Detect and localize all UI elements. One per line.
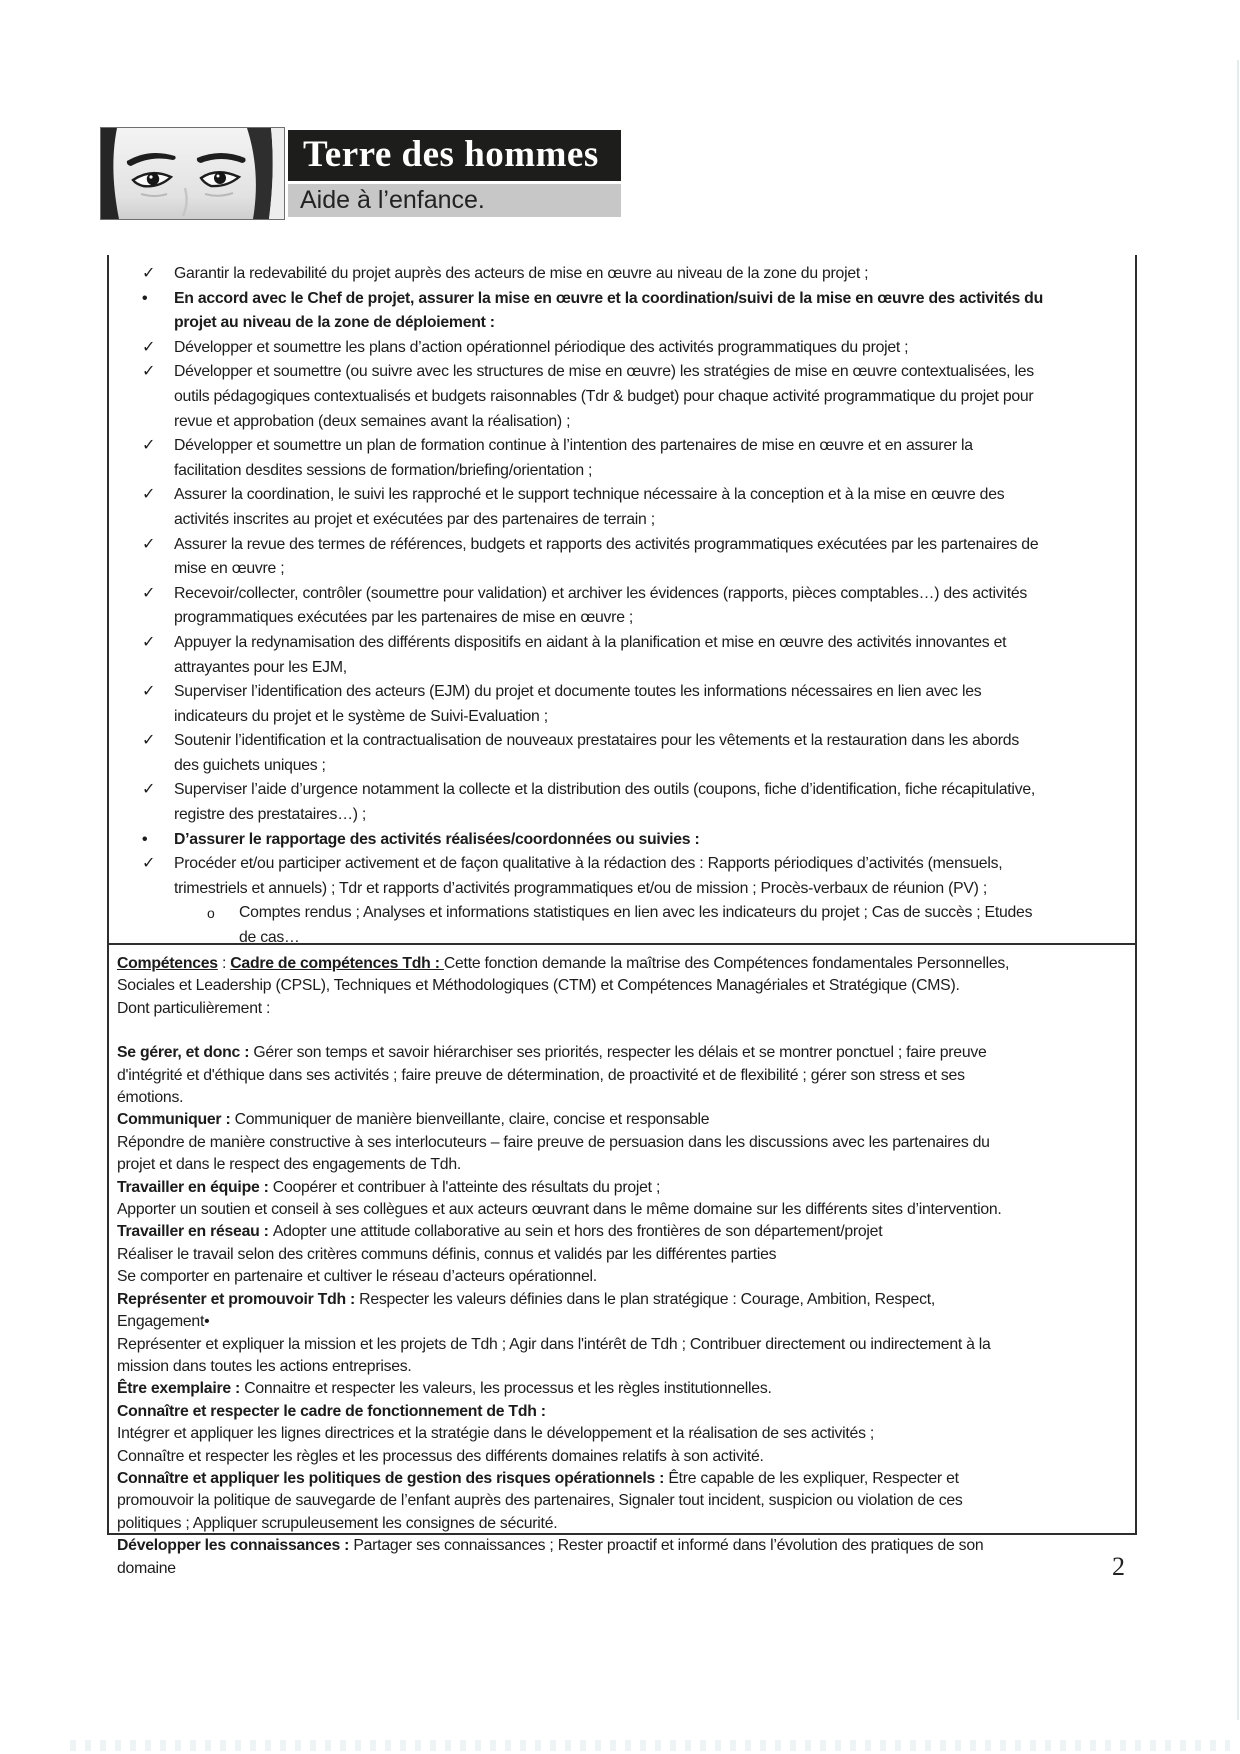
list-item-text: Développer et soumettre les plans d’action opérationnel périodique des activités programmatiques du projet ;	[174, 338, 909, 356]
paragraph-segment: Être capable de les expliquer, Respecter et promouvoir la politique de sauvegarde de l’enfant auprès des partenaires, Signaler tout incident, suspicion ou violation de ces politiques ; Appliquer scrupuleusement les consignes de sécurité.	[117, 1469, 963, 1532]
list-item	[109, 336, 1135, 361]
paragraph-segment: Représenter et promouvoir Tdh :	[117, 1290, 360, 1308]
list-item-text: Recevoir/collecter, contrôler (soumettre pour validation) et archiver les évidences (rapports, pièces comptables…) des activités programmatiques exécutées par les partenaires de mise en œuvre ;	[174, 584, 1028, 627]
list-item	[109, 483, 1135, 532]
paragraph-segment: Coopérer et contribuer à l'atteinte des résultats du projet ;	[272, 1178, 661, 1196]
list-item	[109, 631, 1135, 680]
check-icon: ✓	[142, 584, 155, 602]
paragraph-segment: Travailler en équipe :	[117, 1178, 273, 1196]
list-item	[109, 262, 1135, 287]
paragraph-segment: Dont particulièrement :	[117, 999, 271, 1017]
paragraph	[117, 1535, 1023, 1580]
circle-icon: o	[207, 905, 215, 922]
list-item-text: Comptes rendus ; Analyses et informations statistiques en lien avec les indicateurs du projet ; Cas de succès ; Etudes de cas…	[239, 904, 1033, 947]
paragraph-segment: Représenter et expliquer la mission et les projets de Tdh ; Agir dans l'intérêt de Tdh ; Contribuer directement ou indirectement à la mission dans toutes les actions entreprises.	[117, 1335, 991, 1375]
list-item	[109, 852, 1135, 901]
paragraph	[117, 1244, 1023, 1266]
paragraph-segment: Communiquer de manière bienveillante, claire, concise et responsable	[234, 1111, 710, 1129]
paragraph-segment: Respecter les valeurs définies dans le plan stratégique : Courage, Ambition, Respect, Engagement•	[117, 1290, 936, 1331]
list-item-text: Superviser l’aide d’urgence notamment la collecte et la distribution des outils (coupons, fiche d’identification, fiche récapitulative, registre des prestataires…) ;	[174, 781, 1036, 824]
paragraph	[117, 1221, 1023, 1243]
check-icon: ✓	[142, 535, 155, 553]
list-item-text: Superviser l’identification des acteurs (EJM) du projet et documente toutes les informations nécessaires en lien avec les indicateurs du projet et le système de Suivi-Evaluation ;	[174, 683, 982, 725]
paragraph-segment: Connaître et appliquer les politiques de gestion des risques opérationnels :	[117, 1469, 669, 1487]
paragraph-segment: Se gérer, et donc :	[117, 1044, 254, 1062]
paragraph	[117, 1266, 1023, 1288]
competences-section	[109, 943, 1135, 1577]
paragraph-segment: Adopter une attitude collaborative au sein et hors des frontières de son département/projet	[272, 1223, 883, 1241]
paragraph	[117, 1401, 1023, 1423]
list-item-text: Assurer la coordination, le suivi les rapproché et le support technique nécessaire à la conception et à la mise en œuvre des activités inscrites au projet et exécutées par des partenaires de terrain ;	[174, 486, 1005, 528]
paragraph	[117, 1423, 1023, 1445]
list-item-text: Développer et soumettre (ou suivre avec les structures de mise en œuvre) les stratégies de mise en œuvre contextualisées, les outils pédagogiques contextualisés et budgets raisonnables (Tdr & budget) pour chaque activité programmatique du projet pour revue et approbation (deux semaines avant la réalisation) ;	[174, 363, 1034, 430]
paragraph	[117, 1334, 1023, 1379]
check-icon: ✓	[142, 363, 155, 381]
paragraph-segment: Intégrer et appliquer les lignes directrices et la stratégie dans le développement et la réalisation de ses activités ;	[117, 1425, 875, 1443]
brand-title: Terre des hommes	[288, 130, 621, 181]
list-item	[109, 778, 1135, 827]
paragraph	[117, 1378, 1023, 1400]
paragraph-segment: Connaitre et respecter les valeurs, les processus et les règles institutionnelles.	[244, 1380, 772, 1398]
list-item-text: Développer et soumettre un plan de formation continue à l’intention des partenaires de mise en œuvre et en assurer la facilitation desdites sessions de formation/briefing/orientation ;	[174, 437, 973, 479]
paragraph-segment: :	[217, 955, 231, 972]
paragraph-spacer	[117, 1020, 1023, 1042]
paragraph-segment: Apporter un soutien et conseil à ses collègues et aux acteurs œuvrant dans le même domaine sur les différents sites d’intervention.	[117, 1201, 1002, 1219]
paragraph-segment: Répondre de manière constructive à ses interlocuteurs – faire preuve de persuasion dans les discussions avec les partenaires du projet et dans le respect des engagements de Tdh.	[117, 1133, 990, 1174]
paragraph	[117, 1289, 1023, 1334]
check-icon: ✓	[142, 338, 155, 356]
list-item	[109, 582, 1135, 631]
paragraph-segment: Travailler en réseau :	[117, 1223, 273, 1241]
tdh-eyes-photo	[100, 127, 285, 220]
paragraph	[117, 1468, 1023, 1535]
list-item	[109, 901, 1135, 950]
paragraph-segment: Partager ses connaissances ; Rester proactif et informé dans l’évolution des pratiques de son domaine	[117, 1537, 984, 1577]
paragraph	[117, 953, 1023, 998]
paragraph-segment: Se comporter en partenaire et cultiver le réseau d’acteurs opérationnel.	[117, 1268, 597, 1286]
check-icon: ✓	[142, 732, 155, 750]
list-item	[109, 533, 1135, 582]
list-item	[109, 729, 1135, 778]
paragraph	[117, 1109, 1023, 1131]
list-item	[109, 680, 1135, 729]
list-item	[109, 828, 1135, 853]
check-icon: ✓	[142, 633, 155, 651]
list-item-text: Soutenir l’identification et la contractualisation de nouveaux prestataires pour les vêtements et la restauration dans les abords des guichets uniques ;	[174, 732, 1019, 774]
list-item	[109, 287, 1135, 336]
bullet-icon: •	[142, 289, 148, 307]
bullet-icon: •	[142, 830, 148, 848]
list-item-text: D’assurer le rapportage des activités réalisées/coordonnées ou suivies :	[174, 830, 700, 848]
list-item-text: Assurer la revue des termes de références, budgets et rapports des activités programmatiques exécutées par les partenaires de mise en œuvre ;	[174, 535, 1039, 578]
scan-edge-artifact	[1237, 60, 1239, 1720]
paragraph	[117, 998, 1023, 1020]
check-icon: ✓	[142, 265, 155, 282]
paragraph-segment: Compétences	[117, 955, 218, 972]
list-item-text: En accord avec le Chef de projet, assurer la mise en œuvre et la coordination/suivi de la mise en œuvre des activités du projet au niveau de la zone de déploiement :	[174, 289, 1043, 332]
check-icon: ✓	[142, 437, 155, 455]
paragraph-segment: Développer les connaissances :	[117, 1537, 354, 1555]
paragraph-segment: Connaître et respecter le cadre de fonctionnement de Tdh :	[117, 1402, 546, 1420]
list-item-text: Procéder et/ou participer activement et de façon qualitative à la rédaction des : Rapports périodiques d’activités (mensuels, trimestriels et annuels) ; Tdr et rapports d’activités programmatiques et/ou de mission ; Procès-verbaux de réunion (PV) ;	[174, 855, 1003, 897]
list-item	[109, 360, 1135, 434]
paragraph	[117, 1199, 1023, 1221]
brand-tagline: Aide à l’enfance.	[288, 184, 621, 217]
list-item	[109, 434, 1135, 483]
paragraph	[117, 1177, 1023, 1199]
paragraph-segment: Cadre de compétences Tdh :	[230, 955, 444, 972]
content-table	[107, 255, 1137, 1577]
responsibilities-section	[109, 255, 1135, 947]
paragraph-segment: Connaître et respecter les règles et les processus des différents domaines relatifs à son activité.	[117, 1447, 764, 1465]
paragraph	[117, 1042, 1023, 1109]
list-item-text: Garantir la redevabilité du projet auprès des acteurs de mise en œuvre au niveau de la zone du projet ;	[174, 265, 869, 282]
check-icon: ✓	[142, 683, 155, 701]
paragraph-segment: Réaliser le travail selon des critères communs définis, connus et validés par les différentes parties	[117, 1245, 777, 1263]
check-icon: ✓	[142, 855, 155, 873]
check-icon: ✓	[142, 486, 155, 504]
list-item-text: Appuyer la redynamisation des différents dispositifs en aidant à la planification et mise en œuvre des activités innovantes et attrayantes pour les EJM,	[174, 633, 1007, 676]
eyes-icon	[101, 128, 284, 219]
scan-bottom-artifact	[70, 1740, 1230, 1751]
paragraph	[117, 1446, 1023, 1468]
paragraph	[117, 1132, 1023, 1177]
paragraph-segment: Gérer son temps et savoir hiérarchiser ses priorités, respecter les délais et se montrer ponctuel ; faire preuve d'intégrité et d'éthique dans ses activités ; faire preuve de détermination, de proactivité et de flexibilité ; gérer son stress et ses émotions.	[117, 1044, 987, 1107]
paragraph-segment: Être exemplaire :	[117, 1380, 245, 1398]
paragraph-segment: Communiquer :	[117, 1111, 235, 1129]
check-icon: ✓	[142, 781, 155, 799]
page-number: 2	[1112, 1552, 1125, 1581]
paragraph-segment: Cette fonction demande la maîtrise des Compétences fondamentales Personnelles, Sociales et Leadership (CPSL), Techniques et Méthodologiques (CTM) et Compétences Managériales et Stratégique (CMS).	[117, 955, 1010, 995]
